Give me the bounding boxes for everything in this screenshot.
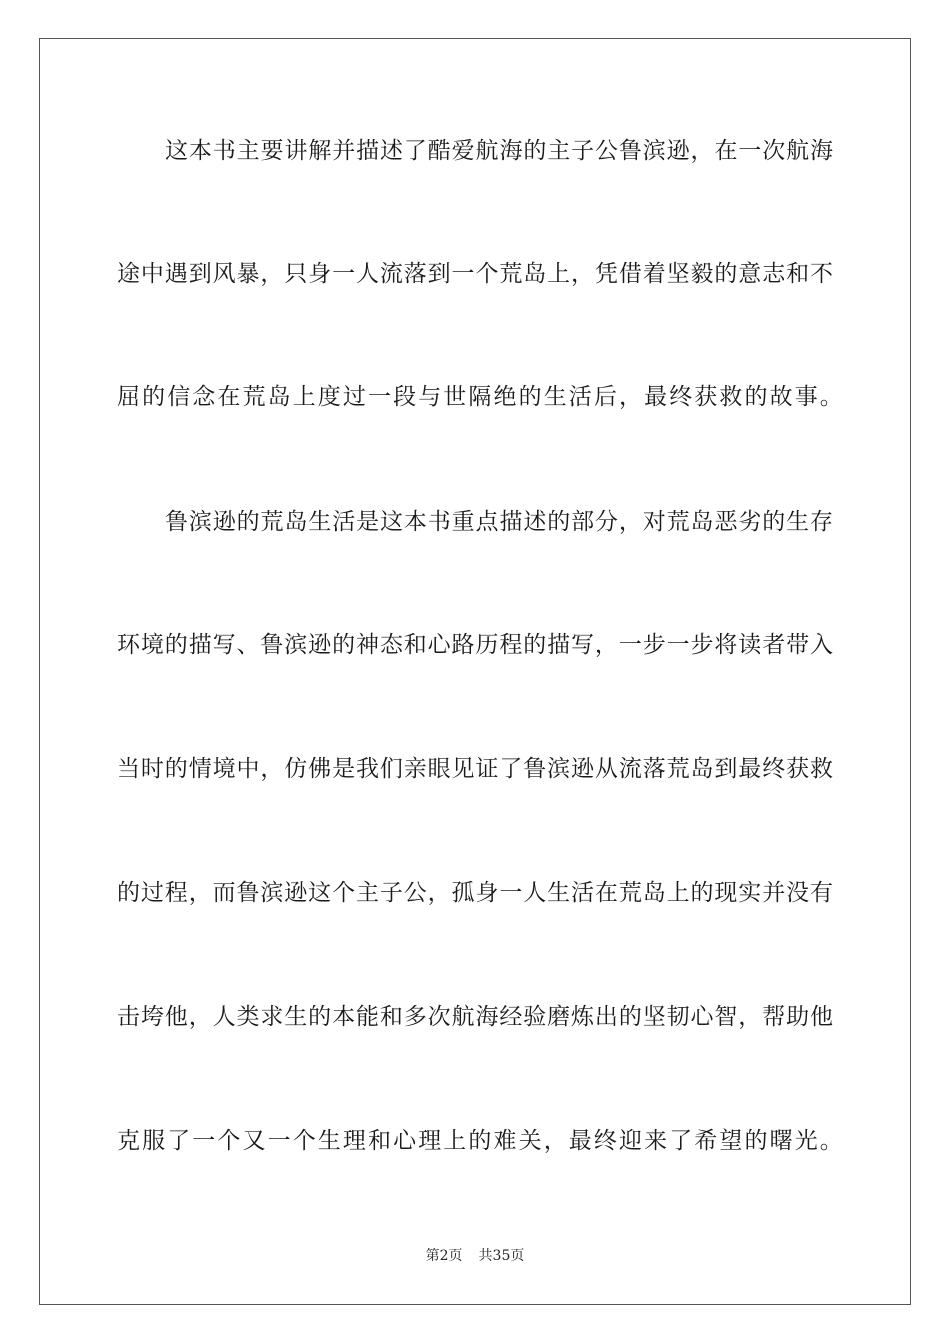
paragraph-line: 环境的描写、鲁滨逊的神态和心路历程的描写，一步一步将读者带入 <box>117 632 833 658</box>
total-pages: 共35页 <box>478 1248 525 1264</box>
paragraph-line: 的过程，而鲁滨逊这个主子公，孤身一人生活在荒岛上的现实并没有 <box>117 880 833 906</box>
paragraph-line: 击垮他，人类求生的本能和多次航海经验磨炼出的坚韧心智，帮助他 <box>117 1004 833 1030</box>
page-border <box>39 38 911 1305</box>
paragraph-line: 这本书主要讲解并描述了酷爱航海的主子公鲁滨逊，在一次航海 <box>165 138 833 164</box>
page-number: 第2页 <box>425 1248 463 1264</box>
paragraph-line: 当时的情境中，仿佛是我们亲眼见证了鲁滨逊从流落荒岛到最终获救 <box>117 756 833 782</box>
paragraph-line: 克服了一个又一个生理和心理上的难关，最终迎来了希望的曙光。 <box>117 1128 845 1154</box>
paragraph-line: 鲁滨逊的荒岛生活是这本书重点描述的部分，对荒岛恶劣的生存 <box>165 509 833 535</box>
paragraph-line: 途中遇到风暴，只身一人流落到一个荒岛上，凭借着坚毅的意志和不 <box>117 261 833 287</box>
page-footer <box>0 1247 950 1265</box>
paragraph-line: 屈的信念在荒岛上度过一段与世隔绝的生活后，最终获救的故事。 <box>117 384 845 410</box>
